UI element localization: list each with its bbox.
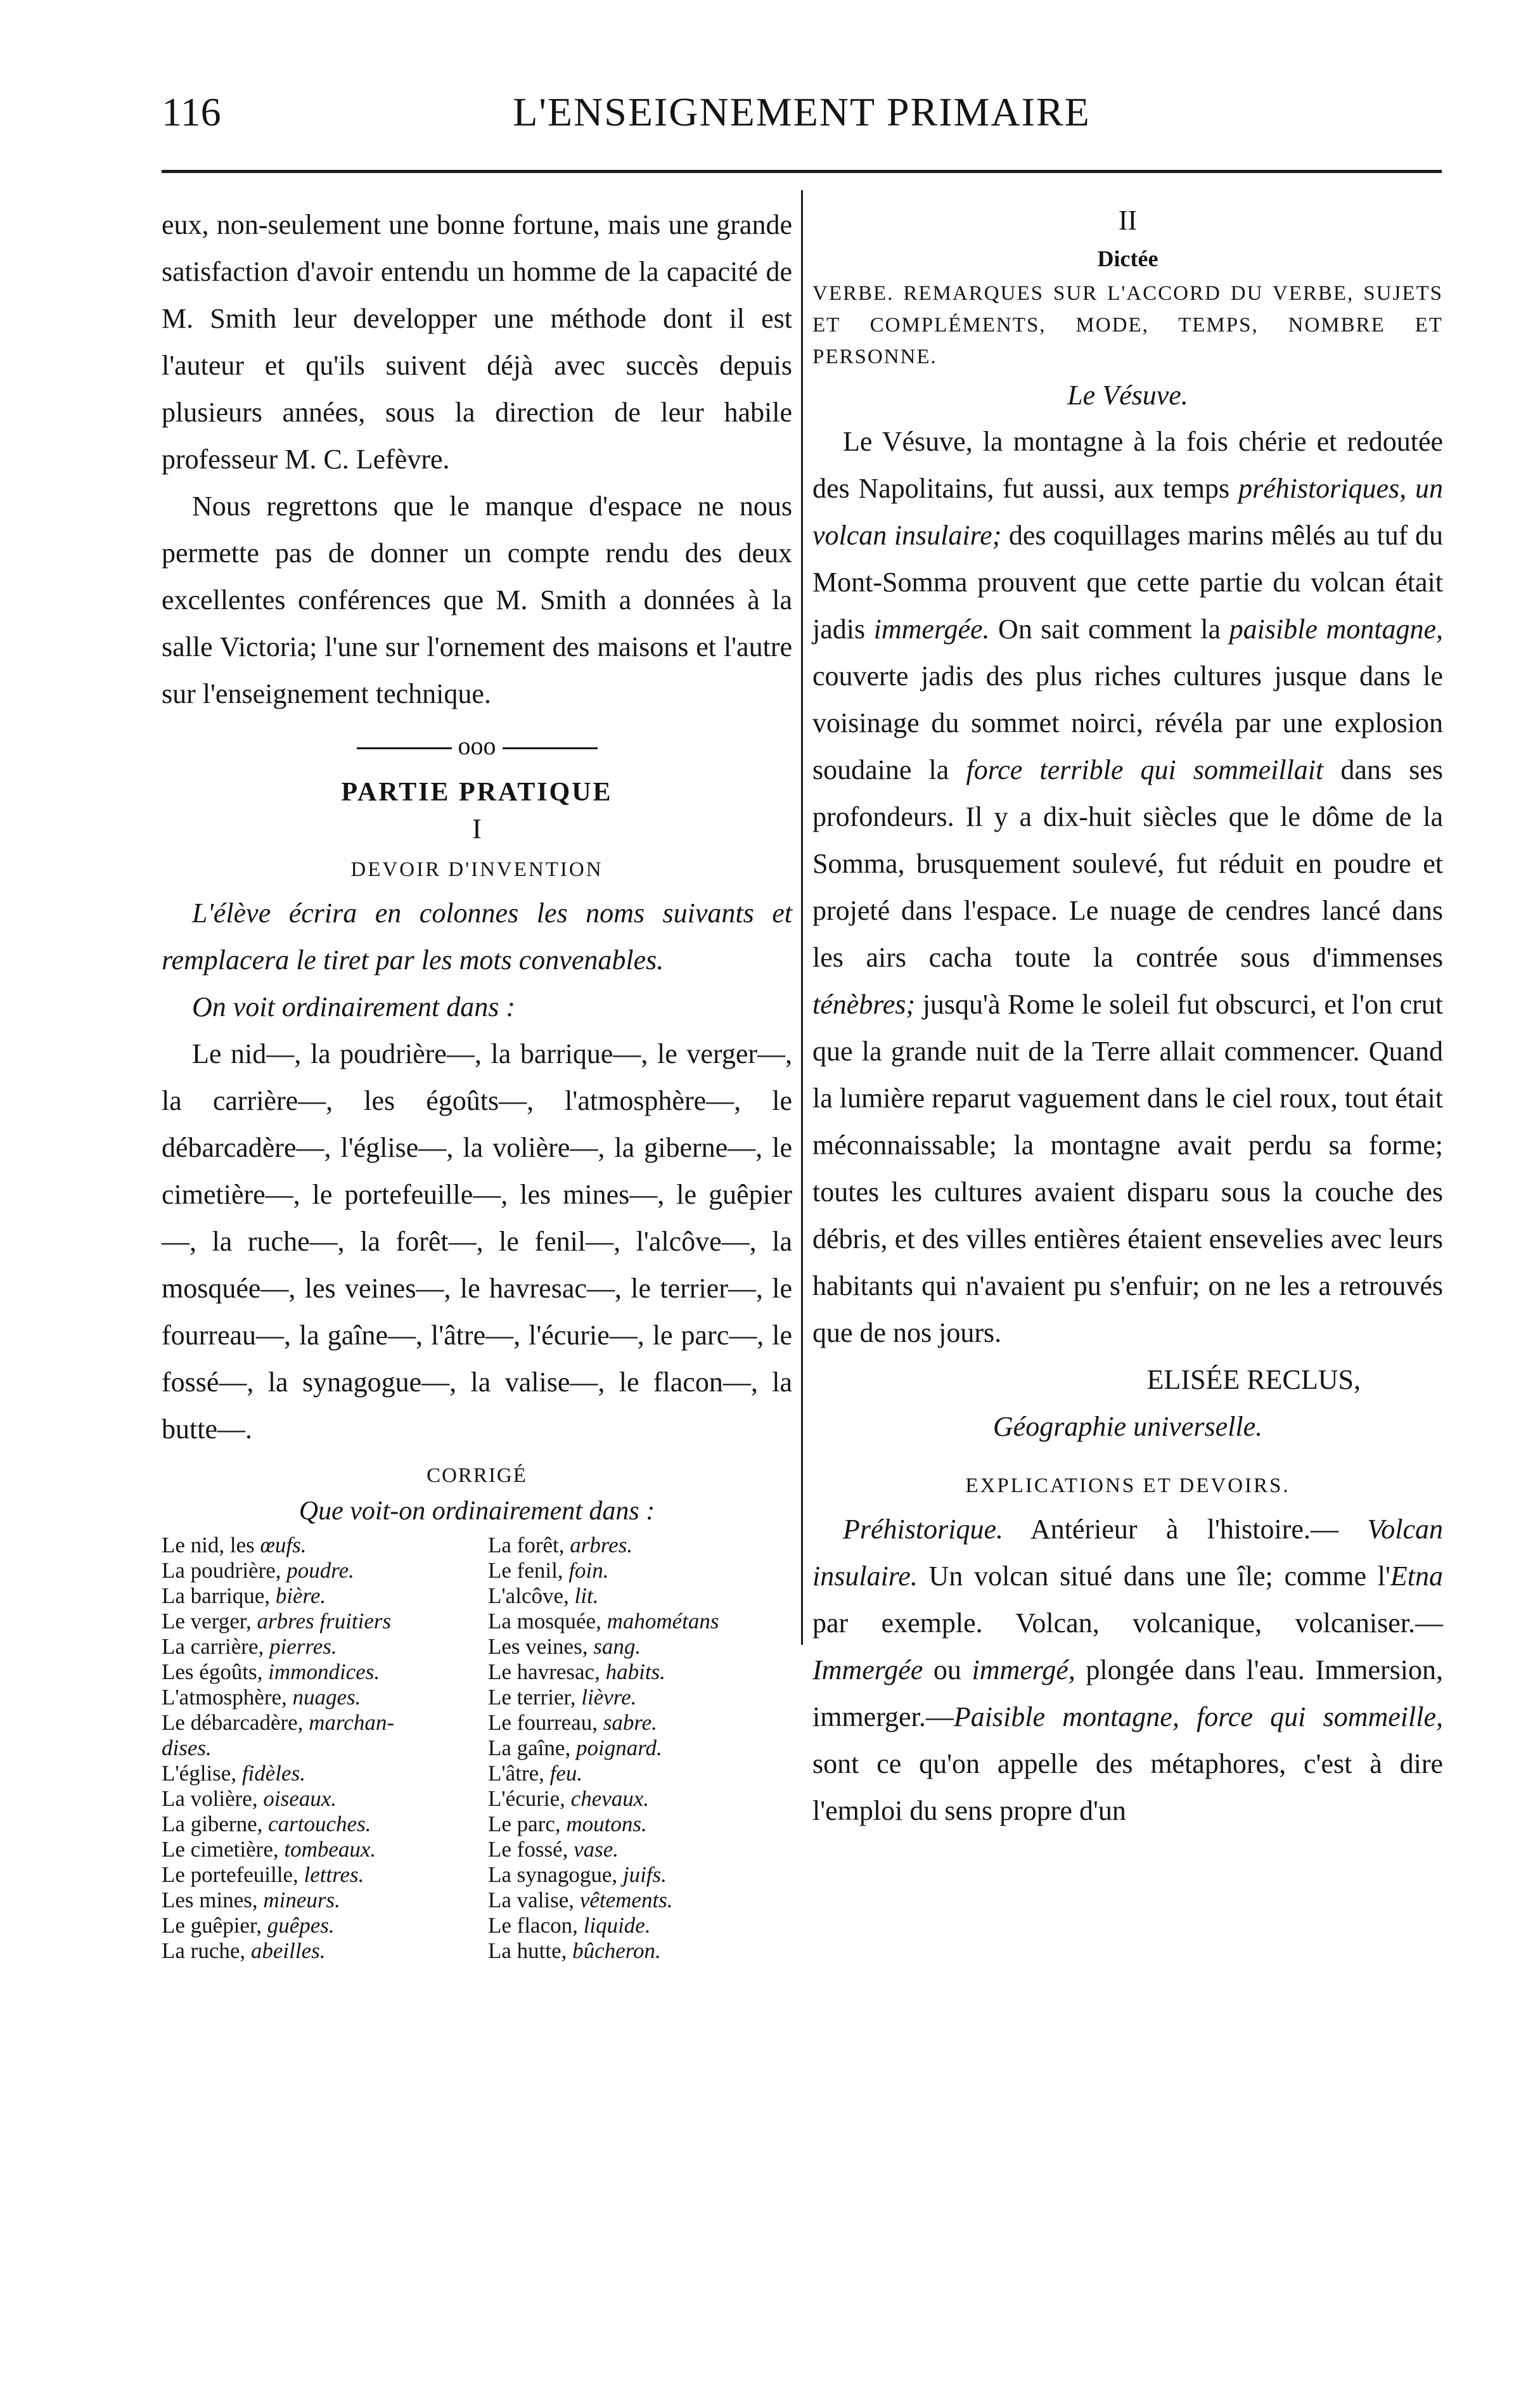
corrige-noun: Le verger,: [162, 1609, 257, 1633]
running-title: L'ENSEIGNEMENT PRIMAIRE: [513, 89, 1091, 134]
corrige-answer: foin.: [568, 1558, 609, 1583]
section-number: I: [472, 813, 482, 844]
corrige-entry: [488, 1761, 792, 1786]
dictee-text: [812, 418, 1443, 1356]
text-run: plongée dans l'eau. Immersion, immerger.—: [812, 1654, 1443, 1732]
corrige-entry: [162, 1913, 488, 1938]
corrige-table: [162, 1533, 792, 1964]
corrige-entry: [162, 1558, 488, 1583]
page-number: 116: [162, 89, 221, 134]
italic-run: préhistoriques, un volcan insulaire;: [812, 473, 1443, 551]
corrige-noun: Le portefeuille,: [162, 1862, 304, 1887]
corrige-answer: lit.: [574, 1583, 599, 1608]
source-work: Géographie universelle.: [992, 1411, 1263, 1442]
text-run: dans ses profondeurs. Il y a dix-huit siècles que le dôme de la Somma, brusquement soulevé, fut réduit en poudre et projeté dans l'espace. Le nuage de cendres lancé dans les airs cacha toute la contrée sous d'immenses: [812, 754, 1443, 973]
corrige-answer: cartouches.: [268, 1812, 371, 1836]
section-title: PARTIE PRATIQUE: [341, 778, 613, 807]
instruction: L'élève écrira en colonnes les noms suivants et remplacera le tiret par les mots convenables.: [162, 898, 792, 976]
corrige-entry: [488, 1659, 792, 1685]
section-separator: [162, 723, 792, 770]
corrige-answer: feu.: [549, 1761, 583, 1786]
corrige-noun: L'église,: [162, 1761, 242, 1786]
corrige-entry: [488, 1710, 792, 1736]
corrige-noun: Le cimetière,: [162, 1837, 285, 1862]
corrige-noun: L'écurie,: [488, 1786, 571, 1811]
corrige-noun: Les mines,: [162, 1888, 264, 1912]
corrige-answer: juifs.: [622, 1862, 667, 1887]
corrige-noun: Les veines,: [488, 1634, 594, 1659]
exercise-text: Le nid—, la poudrière—, la barrique—, le verger—, la carrière—, les égoûts—, l'atmosphère—, le débarcadère—, l'église—, la volière—, la giberne—, le cimetière—, le portefeuille—, les mines—, le guêpier—, la ruche—, la forêt—, le fenil—, l'alcôve—, la mosquée—, les veines—, le havresac—, le terrier—, le fourreau—, la gaîne—, l'âtre—, l'écurie—, le parc—, le fossé—, la synagogue—, la valise—, le flacon—, la butte—.: [162, 1038, 792, 1445]
column-divider: [801, 190, 803, 1645]
italic-run: Immergée: [812, 1654, 923, 1685]
corrige-noun: La forêt,: [488, 1533, 570, 1557]
text-run: On sait comment la: [989, 614, 1229, 645]
corrige-answer: abeilles.: [250, 1938, 326, 1963]
text-run: par exemple. Volcan, volcanique, volcaniser.—: [812, 1607, 1443, 1639]
corrige-answer: vase.: [574, 1837, 619, 1862]
corrige-entry: [488, 1609, 792, 1634]
corrige-answer: dises.: [162, 1736, 212, 1760]
separator-ornament: ooo: [458, 731, 496, 760]
corrige-noun: La volière,: [162, 1786, 264, 1811]
corrige-noun: La ruche,: [162, 1938, 251, 1963]
text-run: ou: [923, 1654, 972, 1685]
text-run: couverte jadis des plus riches cultures jusque dans le voisinage du sommet noirci, révéla par une explosion soudaine la: [812, 660, 1443, 785]
corrige-noun: L'âtre,: [488, 1761, 550, 1786]
italic-run: immergée.: [873, 614, 990, 645]
corrige-entry: [162, 1761, 488, 1786]
dictee-title: Dictée: [1097, 246, 1158, 271]
corrige-entry: [488, 1938, 792, 1964]
corrige-entry: [162, 1938, 488, 1964]
corrige-title: CORRIGÉ: [427, 1464, 527, 1487]
corrige-prompt: Que voit-on ordinairement dans :: [298, 1497, 655, 1526]
corrige-answer: marchan-: [309, 1710, 394, 1735]
corrige-entry: [488, 1583, 792, 1609]
corrige-answer: arbres fruitiers: [257, 1609, 392, 1633]
corrige-noun: La hutte,: [488, 1938, 573, 1963]
corrige-answer: mineurs.: [263, 1888, 340, 1912]
corrige-entry: [162, 1812, 488, 1837]
corrige-answer: bûcheron.: [572, 1938, 661, 1963]
corrige-entry: [488, 1736, 792, 1761]
corrige-answer: mahométans: [606, 1609, 719, 1633]
dictee-text-title: Le Vésuve.: [1067, 380, 1188, 411]
corrige-noun: L'atmosphère,: [162, 1685, 293, 1710]
text-run: des coquillages marins mêlés au tuf du Mont-Somma prouvent que cette partie du volcan était jadis: [812, 520, 1443, 645]
corrige-noun: Les égoûts,: [162, 1659, 269, 1684]
corrige-answer: pierres.: [269, 1634, 337, 1659]
corrige-noun: Le débarcadère,: [162, 1710, 309, 1735]
corrige-answer: arbres.: [570, 1533, 633, 1557]
corrige-answer: sang.: [593, 1634, 641, 1659]
corrige-entry: [488, 1634, 792, 1659]
explanations-title: EXPLICATIONS ET DEVOIRS.: [965, 1474, 1290, 1497]
corrige-entry: [488, 1913, 792, 1938]
corrige-noun: Le fenil,: [488, 1558, 569, 1583]
text-run: sont ce qu'on appelle des métaphores, c'est à dire l'emploi du sens propre d'un: [812, 1748, 1443, 1826]
corrige-entry: [162, 1862, 488, 1888]
corrige-entry: [488, 1533, 792, 1558]
corrige-answer: poudre.: [286, 1558, 354, 1583]
corrige-entry: [162, 1634, 488, 1659]
explanations-text: [812, 1506, 1443, 1834]
corrige-entry: [162, 1837, 488, 1862]
separator-line: [357, 747, 452, 749]
italic-run: Paisible montagne, force qui sommeille,: [953, 1701, 1443, 1732]
dictee-subject: VERBE. REMARQUES SUR L'ACCORD DU VERBE, SUJETS ET COMPLÉMENTS, MODE, TEMPS, NOMBRE ET PERSONNE.: [812, 282, 1443, 368]
corrige-entry: [162, 1659, 488, 1685]
corrige-entry: [488, 1786, 792, 1812]
text-run: Un volcan situé dans une île; comme l': [917, 1561, 1390, 1592]
corrige-answer: œufs.: [260, 1533, 307, 1557]
corrige-answer: guêpes.: [267, 1913, 335, 1938]
corrige-noun: Le fourreau,: [488, 1710, 603, 1735]
corrige-answer: chevaux.: [570, 1786, 650, 1811]
corrige-entry: [162, 1786, 488, 1812]
paragraph: eux, non-seulement une bonne fortune, mais une grande satisfaction d'avoir entendu un homme de la capacité de M. Smith leur developper une méthode dont il est l'auteur et qu'ils suivent déjà avec succès depuis plusieurs années, sous la direction de leur habile professeur M. C. Lefèvre.: [162, 209, 792, 475]
corrige-answer: immondices.: [268, 1659, 380, 1684]
corrige-entry: [162, 1685, 488, 1710]
corrige-noun: La barrique,: [162, 1583, 276, 1608]
header-rule: [162, 170, 1442, 173]
corrige-noun: La valise,: [488, 1888, 580, 1912]
exercise-title: DEVOIR D'INVENTION: [350, 858, 603, 881]
text-run: Le Vésuve, la montagne à la fois chérie et redoutée des Napolitains, fut aussi, aux temps: [812, 426, 1443, 504]
text-run: Antérieur à l'histoire.—: [1003, 1514, 1338, 1545]
author-signature: ELISÉE RECLUS,: [1146, 1364, 1361, 1395]
corrige-noun: Le fossé,: [488, 1837, 574, 1862]
corrige-noun: La mosquée,: [488, 1609, 607, 1633]
corrige-answer: habits.: [605, 1659, 665, 1684]
corrige-answer: oiseaux.: [263, 1786, 337, 1811]
corrige-answer: poignard.: [575, 1736, 662, 1760]
corrige-entry: [488, 1888, 792, 1913]
corrige-noun: L'alcôve,: [488, 1583, 575, 1608]
corrige-entry: [488, 1685, 792, 1710]
corrige-entry: [488, 1558, 792, 1583]
corrige-noun: Le nid, les: [162, 1533, 260, 1557]
italic-run: Etna: [1390, 1561, 1443, 1592]
exercise-prompt: On voit ordinairement dans :: [192, 991, 516, 1022]
corrige-noun: Le terrier,: [488, 1685, 582, 1710]
corrige-entry: [162, 1609, 488, 1634]
corrige-entry: [488, 1862, 792, 1888]
corrige-answer: lièvre.: [581, 1685, 637, 1710]
section-number: II: [1118, 205, 1138, 236]
corrige-noun: Le parc,: [488, 1812, 567, 1836]
corrige-entry: [162, 1736, 488, 1761]
corrige-noun: La giberne,: [162, 1812, 269, 1836]
separator-line: [503, 747, 598, 749]
corrige-noun: La gaîne,: [488, 1736, 576, 1760]
corrige-noun: Le flacon,: [488, 1913, 584, 1938]
italic-run: Préhistorique.: [843, 1514, 1003, 1545]
right-column: [812, 202, 1443, 1834]
text-run: jusqu'à Rome le soleil fut obscurci, et l'on crut que la grande nuit de la Terre allait commencer. Quand la lumière reparut vaguement dans le ciel roux, tout était méconnaissable; la montagne avait perdu sa forme; toutes les cultures avaient disparu sous la couche des débris, et des villes entières étaient ensevelies avec leurs habitants qui n'avaient pu s'enfuir; on ne les a retrouvés que de nos jours.: [812, 989, 1443, 1348]
corrige-answer: tombeaux.: [284, 1837, 376, 1862]
italic-run: ténèbres;: [812, 989, 916, 1020]
paragraph: Nous regrettons que le manque d'espace ne nous permette pas de donner un compte rendu des deux excellentes conférences que M. Smith a données à la salle Victoria; l'une sur l'ornement des maisons et l'autre sur l'enseignement technique.: [162, 491, 792, 709]
page-header: [162, 89, 1442, 146]
corrige-noun: La synagogue,: [488, 1862, 623, 1887]
corrige-answer: bière.: [275, 1583, 326, 1608]
corrige-entry: [162, 1583, 488, 1609]
italic-run: paisible montagne,: [1229, 614, 1443, 645]
corrige-entry: [488, 1837, 792, 1862]
corrige-entry: [162, 1533, 488, 1558]
corrige-answer: sabre.: [603, 1710, 657, 1735]
left-column: [162, 202, 792, 1964]
corrige-noun: La carrière,: [162, 1634, 269, 1659]
corrige-entry: [162, 1710, 488, 1736]
corrige-answer: fidèles.: [241, 1761, 305, 1786]
italic-run: immergé,: [972, 1654, 1075, 1685]
corrige-noun: Le havresac,: [488, 1659, 606, 1684]
corrige-answer: nuages.: [292, 1685, 361, 1710]
corrige-answer: liquide.: [583, 1913, 651, 1938]
italic-run: force terrible qui sommeillait: [966, 754, 1324, 785]
corrige-answer: moutons.: [566, 1812, 647, 1836]
italic-run: Volcan insulaire.: [812, 1514, 1443, 1592]
corrige-noun: Le guêpier,: [162, 1913, 267, 1938]
corrige-answer: lettres.: [304, 1862, 364, 1887]
corrige-entry: [162, 1888, 488, 1913]
corrige-noun: La poudrière,: [162, 1558, 287, 1583]
corrige-answer: vêtements.: [579, 1888, 673, 1912]
corrige-entry: [488, 1812, 792, 1837]
